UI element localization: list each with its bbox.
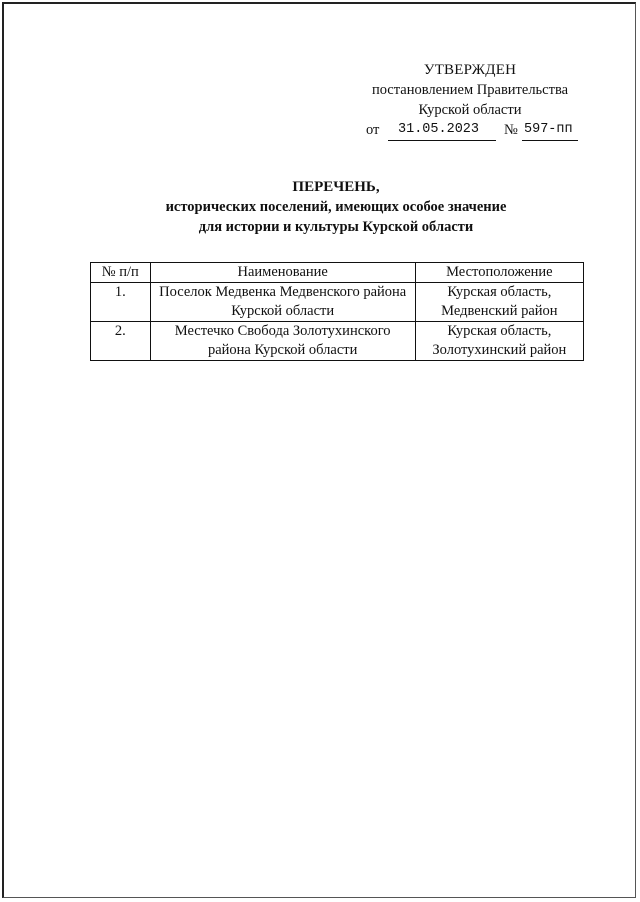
document-title <box>100 177 572 237</box>
row-location-line-2: Золотухинский район <box>432 342 567 358</box>
approval-stamp <box>360 60 580 140</box>
row-location-line-1: Курская область, <box>447 284 552 300</box>
table-header-row <box>91 263 584 283</box>
approval-number: 597-пп <box>522 120 578 141</box>
approval-heading: УТВЕРЖДЕН <box>423 62 517 78</box>
header-location: Местоположение <box>415 263 583 283</box>
title-line-1: ПЕРЕЧЕНЬ, <box>292 179 380 195</box>
table-row <box>91 283 584 322</box>
approval-date-line <box>366 120 580 140</box>
settlements-table <box>90 262 584 361</box>
row-location <box>415 283 583 322</box>
title-line-3: для истории и культуры Курской области <box>198 219 474 235</box>
row-name-line-1: Поселок Медвенка Медвенского района <box>159 284 407 300</box>
row-location-line-1: Курская область, <box>447 323 552 339</box>
approval-line-2: Курской области <box>418 102 522 118</box>
row-location-line-2: Медвенский район <box>441 303 558 319</box>
approval-line-1: постановлением Правительства <box>371 82 569 98</box>
row-number: 2. <box>91 322 151 361</box>
row-location <box>415 322 583 361</box>
row-number: 1. <box>91 283 151 322</box>
row-name-line-2: Курской области <box>231 303 335 319</box>
header-number: № п/п <box>91 263 151 283</box>
row-name-line-1: Местечко Свобода Золотухинского <box>174 323 391 339</box>
number-prefix: № <box>504 122 518 138</box>
row-name <box>150 322 415 361</box>
row-name <box>150 283 415 322</box>
table-row <box>91 322 584 361</box>
title-line-2: исторических поселений, имеющих особое значение <box>165 199 507 215</box>
row-name-line-2: района Курской области <box>207 342 358 358</box>
header-name: Наименование <box>150 263 415 283</box>
approval-date: 31.05.2023 <box>388 120 496 141</box>
date-prefix: от <box>366 122 380 138</box>
